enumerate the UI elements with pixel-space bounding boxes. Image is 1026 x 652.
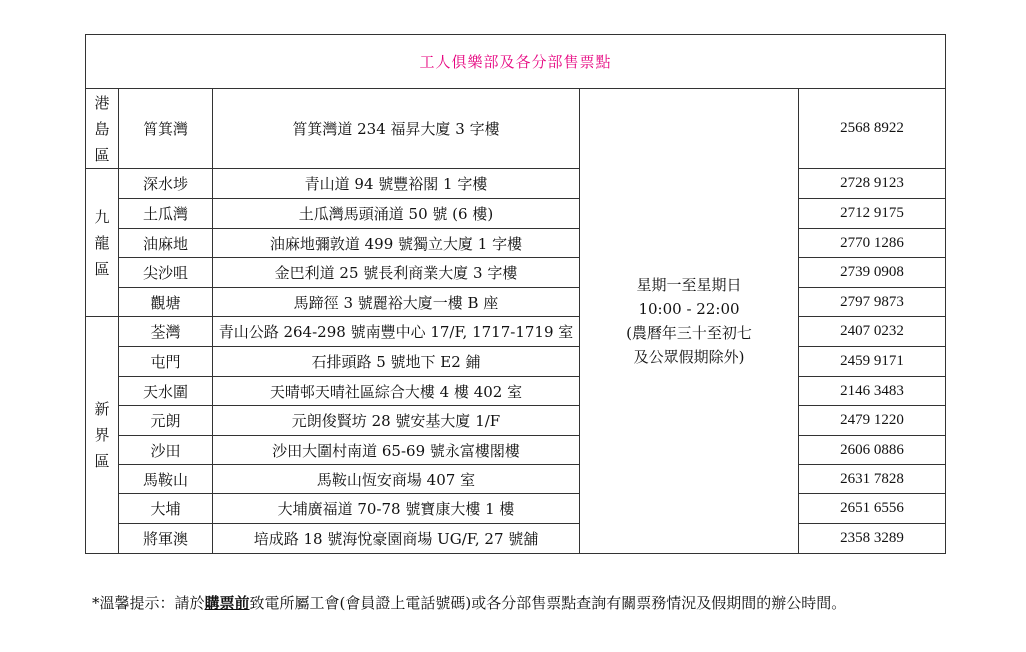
region-char: 區 bbox=[94, 452, 110, 470]
branch-phone: 2479 1220 bbox=[799, 406, 946, 436]
region-cell bbox=[86, 317, 119, 554]
branch-name: 深水埗 bbox=[119, 169, 213, 199]
branch-address: 土瓜灣馬頭涌道 50 號 (6 樓) bbox=[213, 199, 580, 229]
branch-name: 大埔 bbox=[119, 494, 213, 524]
branch-name: 屯門 bbox=[119, 347, 213, 377]
branch-phone: 2358 3289 bbox=[799, 524, 946, 554]
table-row bbox=[86, 317, 946, 347]
branch-address: 馬蹄徑 3 號麗裕大廈一樓 B 座 bbox=[213, 288, 580, 317]
branch-address: 油麻地彌敦道 499 號獨立大廈 1 字樓 bbox=[213, 229, 580, 258]
table-row bbox=[86, 377, 946, 406]
branch-phone: 2739 0908 bbox=[799, 258, 946, 288]
branch-address: 石排頭路 5 號地下 E2 鋪 bbox=[213, 347, 580, 377]
table-row bbox=[86, 465, 946, 494]
region-char: 新 bbox=[94, 400, 110, 418]
ticket-outlets-table bbox=[85, 34, 946, 554]
footnote-emphasis: 購票前 bbox=[204, 594, 250, 612]
opening-hours-line: 星期一至星期日 bbox=[636, 276, 742, 294]
branch-name: 將軍澳 bbox=[119, 524, 213, 554]
footnote bbox=[92, 592, 846, 613]
branch-phone: 2728 9123 bbox=[799, 169, 946, 199]
branch-phone: 2606 0886 bbox=[799, 436, 946, 465]
table-row bbox=[86, 199, 946, 229]
branch-address: 沙田大圍村南道 65-69 號永富樓閣樓 bbox=[213, 436, 580, 465]
table-title: 工人俱樂部及各分部售票點 bbox=[86, 35, 946, 89]
branch-phone: 2651 6556 bbox=[799, 494, 946, 524]
branch-phone: 2770 1286 bbox=[799, 229, 946, 258]
branch-name: 馬鞍山 bbox=[119, 465, 213, 494]
branch-name: 尖沙咀 bbox=[119, 258, 213, 288]
branch-address: 青山公路 264-298 號南豐中心 17/F, 1717-1719 室 bbox=[213, 317, 580, 347]
region-char: 港 bbox=[94, 93, 110, 112]
footnote-suffix: 致電所屬工會(會員證上電話號碼)或各分部售票點查詢有關票務情況及假期間的辦公時間。 bbox=[249, 594, 847, 612]
opening-hours-line: 10:00 - 22:00 bbox=[638, 300, 740, 318]
branch-phone: 2797 9873 bbox=[799, 288, 946, 317]
region-char: 九 bbox=[94, 207, 110, 226]
branch-phone: 2568 8922 bbox=[799, 89, 946, 169]
branch-address: 筲箕灣道 234 福昇大廈 3 字樓 bbox=[213, 89, 580, 169]
branch-address: 金巴利道 25 號長利商業大廈 3 字樓 bbox=[213, 258, 580, 288]
branch-address: 青山道 94 號豐裕閣 1 字樓 bbox=[213, 169, 580, 199]
opening-hours-line: (農曆年三十至初七 bbox=[626, 324, 752, 342]
table-row bbox=[86, 347, 946, 377]
branch-phone: 2631 7828 bbox=[799, 465, 946, 494]
branch-name: 油麻地 bbox=[119, 229, 213, 258]
table-row bbox=[86, 229, 946, 258]
branch-phone: 2712 9175 bbox=[799, 199, 946, 229]
opening-hours bbox=[580, 89, 799, 554]
branch-address: 天晴邨天晴社區綜合大樓 4 樓 402 室 bbox=[213, 377, 580, 406]
table-row bbox=[86, 436, 946, 465]
table-row bbox=[86, 524, 946, 554]
branch-name: 筲箕灣 bbox=[119, 89, 213, 169]
table-row bbox=[86, 169, 946, 199]
branch-address: 馬鞍山恆安商場 407 室 bbox=[213, 465, 580, 494]
table-row bbox=[86, 494, 946, 524]
branch-address: 元朗俊賢坊 28 號安基大廈 1/F bbox=[213, 406, 580, 436]
branch-name: 土瓜灣 bbox=[119, 199, 213, 229]
branch-address: 培成路 18 號海悅豪園商場 UG/F, 27 號舖 bbox=[213, 524, 580, 554]
region-cell bbox=[86, 89, 119, 169]
region-char: 島 bbox=[94, 119, 110, 138]
footnote-prefix: *溫馨提示：請於 bbox=[92, 594, 205, 612]
table-row bbox=[86, 406, 946, 436]
branch-phone: 2459 9171 bbox=[799, 347, 946, 377]
branch-name: 沙田 bbox=[119, 436, 213, 465]
region-cell bbox=[86, 169, 119, 317]
branch-name: 天水圍 bbox=[119, 377, 213, 406]
region-char: 區 bbox=[94, 259, 110, 278]
branch-phone: 2146 3483 bbox=[799, 377, 946, 406]
region-char: 龍 bbox=[94, 233, 110, 252]
table-row bbox=[86, 258, 946, 288]
table-row bbox=[86, 288, 946, 317]
branch-name: 荃灣 bbox=[119, 317, 213, 347]
branch-name: 觀塘 bbox=[119, 288, 213, 317]
region-char: 界 bbox=[94, 426, 110, 444]
branch-address: 大埔廣福道 70-78 號寶康大樓 1 樓 bbox=[213, 494, 580, 524]
region-char: 區 bbox=[94, 145, 110, 164]
table-row bbox=[86, 89, 946, 169]
branch-phone: 2407 0232 bbox=[799, 317, 946, 347]
branch-name: 元朗 bbox=[119, 406, 213, 436]
opening-hours-line: 及公眾假期除外) bbox=[633, 348, 745, 366]
